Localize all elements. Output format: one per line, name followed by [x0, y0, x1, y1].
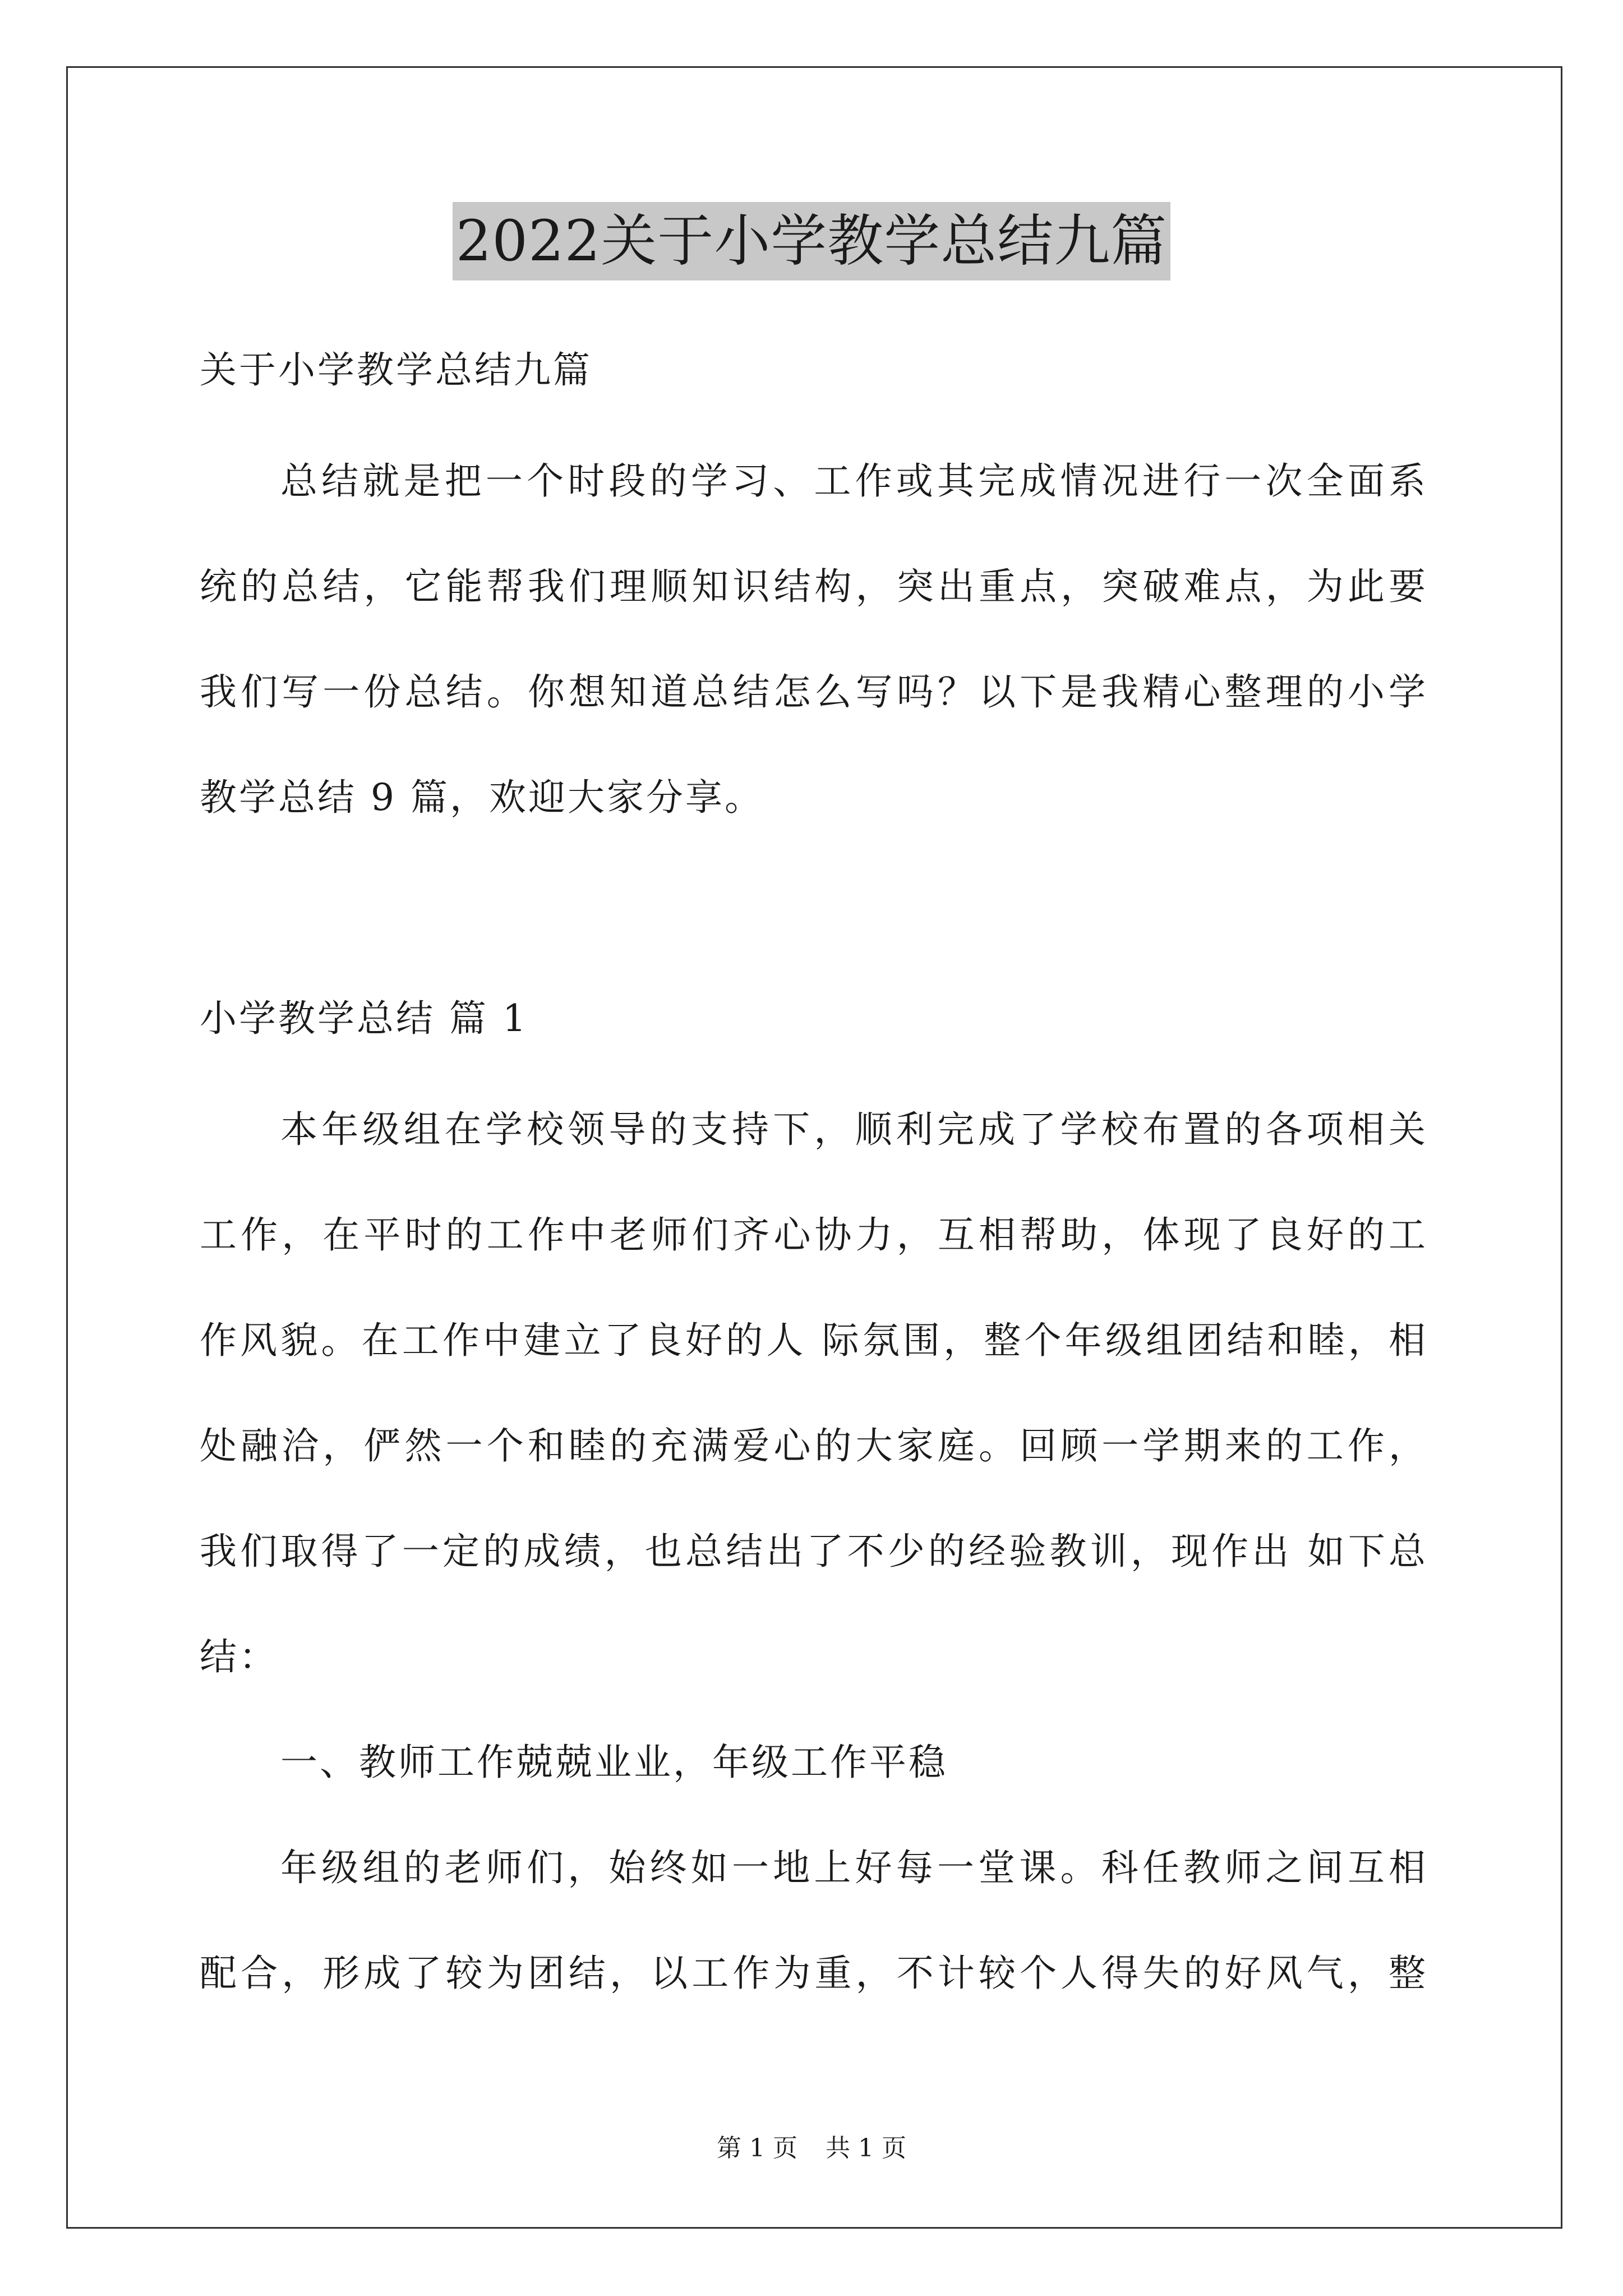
page-number-total: 共 1 页 [826, 2134, 906, 2162]
point-heading: 一、教师工作兢兢业业，年级工作平稳 [280, 1741, 948, 1784]
point-line-2: 配合，形成了较为团结，以工作为重，不计较个人得失的好风气，整 [200, 1952, 1428, 1995]
intro-line-2: 统的总结，它能帮我们理顺知识结构，突出重点，突破难点，为此要 [200, 565, 1428, 608]
intro-line-1: 总结就是把一个时段的学习、工作或其完成情况进行一次全面系 [280, 459, 1428, 503]
point-line-1: 年级组的老师们，始终如一地上好每一堂课。科任教师之间互相 [280, 1846, 1428, 1889]
section-line-4: 处融洽，俨然一个和睦的充满爱心的大家庭。回顾一学期来的工作， [200, 1424, 1428, 1467]
section-line-5: 我们取得了一定的成绩，也总结出了不少的经验教训，现作出 如下总 [200, 1530, 1428, 1573]
document-subtitle: 关于小学教学总结九篇 [200, 348, 592, 392]
intro-line-3: 我们写一份总结。你想知道总结怎么写吗？以下是我精心整理的小学 [200, 670, 1428, 714]
page-number-current: 第 1 页 [717, 2134, 797, 2162]
title-container [0, 202, 1623, 280]
document-title: 2022关于小学教学总结九篇 [453, 202, 1171, 280]
section-heading: 小学教学总结 篇 1 [200, 997, 528, 1040]
section-line-3: 作风貌。在工作中建立了良好的人 际氛围，整个年级组团结和睦，相 [200, 1319, 1428, 1362]
page-footer [0, 2132, 1623, 2165]
intro-line-4: 教学总结 9 篇，欢迎大家分享。 [200, 776, 764, 819]
section-line-6: 结： [200, 1635, 278, 1678]
section-line-2: 工作，在平时的工作中老师们齐心协力，互相帮助，体现了良好的工 [200, 1213, 1428, 1257]
section-line-1: 本年级组在学校领导的支持下，顺利完成了学校布置的各项相关 [280, 1108, 1428, 1151]
